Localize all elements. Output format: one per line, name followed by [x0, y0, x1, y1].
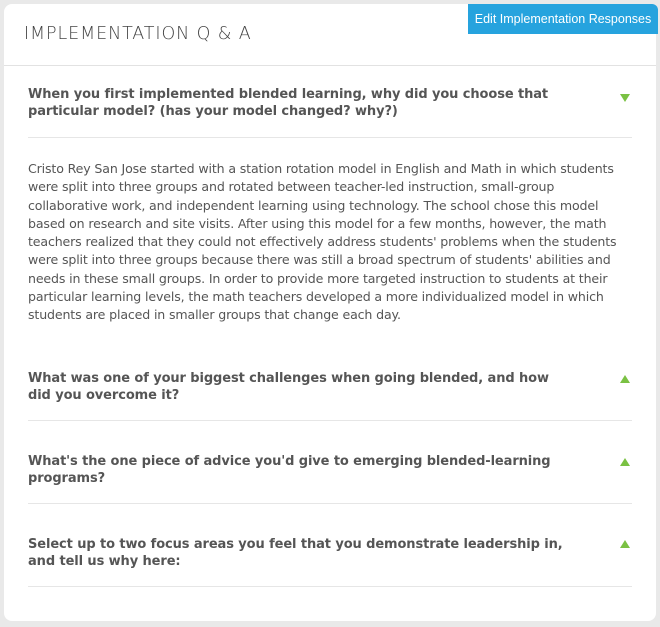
- section-title: IMPLEMENTATION Q & A: [24, 24, 252, 44]
- question-divider: [28, 586, 632, 587]
- implementation-qa-panel: [4, 4, 656, 621]
- caret-up-icon[interactable]: [619, 457, 631, 467]
- question-model-choice[interactable]: When you first implemented blended learning, why did you choose that particular model? (has your model changed? why?): [28, 87, 549, 119]
- question-divider: [28, 137, 632, 138]
- edit-implementation-responses-button[interactable]: Edit Implementation Responses: [468, 4, 658, 34]
- caret-up-icon[interactable]: [619, 374, 631, 384]
- question-divider: [28, 420, 632, 421]
- question-divider: [28, 503, 632, 504]
- question-biggest-challenges[interactable]: What was one of your biggest challenges when going blended, and how did you overcome it?: [28, 371, 549, 403]
- question-advice[interactable]: What's the one piece of advice you'd give to emerging blended-learning programs?: [28, 454, 551, 486]
- answer-model-choice: Cristo Rey San Jose started with a station rotation model in English and Math in which students were split into three groups and rotated between teacher-led instruction, small-group collaborative work, and independent learning using technology. The school chose this model based on research and site visits. After using this model for a few months, however, the math teachers realized that they could not effectively address students' problems when the students were split into three groups because there was still a broad spectrum of students' abilities and needs in these small groups. In order to provide more targeted instruction to students at their particular learning levels, the math teachers developed a more individualized model in which students are placed in smaller groups that change each day.: [28, 161, 617, 323]
- caret-up-icon[interactable]: [619, 539, 631, 549]
- header-divider: [4, 65, 656, 66]
- question-focus-areas[interactable]: Select up to two focus areas you feel that you demonstrate leadership in, and tell us why here:: [28, 537, 563, 569]
- caret-down-icon[interactable]: [619, 93, 631, 103]
